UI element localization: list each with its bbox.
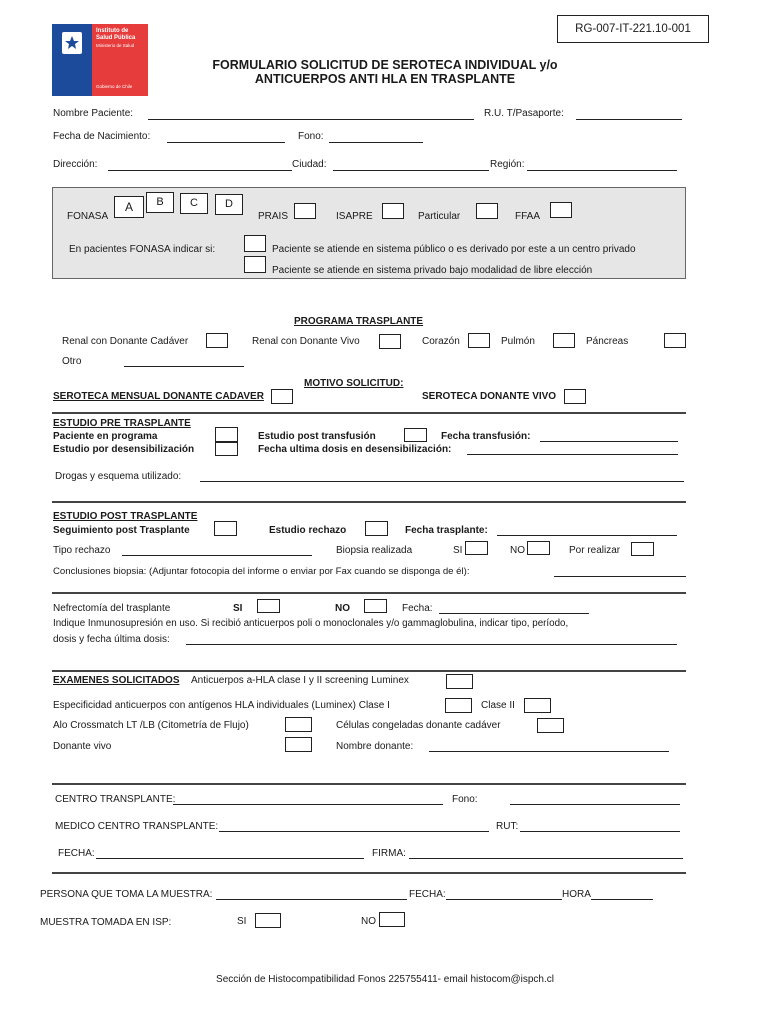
desensibilizacion-checkbox[interactable] xyxy=(215,442,238,456)
fecha-nacimiento-label: Fecha de Nacimiento: xyxy=(53,131,151,142)
otro-field[interactable] xyxy=(124,366,244,367)
medico-rut-label: RUT: xyxy=(496,821,519,832)
sistema-privado-label: Paciente se atiende en sistema privado bajo modalidad de libre elección xyxy=(272,265,593,276)
seguimiento-checkbox[interactable] xyxy=(214,521,237,536)
persona-field[interactable] xyxy=(216,899,407,900)
prais-checkbox[interactable] xyxy=(294,203,316,219)
medico-field[interactable] xyxy=(219,831,489,832)
fonasa-group-b[interactable]: B xyxy=(146,192,174,213)
divider xyxy=(52,783,686,785)
por-realizar-label: Por realizar xyxy=(569,545,621,556)
sistema-privado-checkbox[interactable] xyxy=(244,256,266,273)
fonasa-group-d[interactable]: D xyxy=(215,194,243,215)
seguimiento-label: Seguimiento post Trasplante xyxy=(53,525,190,536)
pancreas-checkbox[interactable] xyxy=(664,333,686,348)
biopsia-no-label: NO xyxy=(510,545,525,556)
ciudad-label: Ciudad: xyxy=(292,159,327,170)
centro-field[interactable] xyxy=(173,804,443,805)
clase2-label: Clase II xyxy=(481,700,515,711)
fonasa-group-a[interactable]: A xyxy=(114,196,144,218)
post-heading: ESTUDIO POST TRASPLANTE xyxy=(53,511,198,522)
hora-label: HORA xyxy=(562,889,591,900)
centro-fecha-label: FECHA: xyxy=(58,848,95,859)
divider xyxy=(52,670,686,672)
fecha-trasplante-label: Fecha trasplante: xyxy=(405,525,488,536)
crossmatch-checkbox[interactable] xyxy=(285,717,312,732)
screening-checkbox[interactable] xyxy=(446,674,473,689)
nefrectomia-si-label: SI xyxy=(233,603,243,614)
motivo-heading: MOTIVO SOLICITUD: xyxy=(304,378,404,389)
isp-logo: Instituto de Salud Pública Ministerio de Salud Gobierno de Chile xyxy=(52,24,148,96)
seroteca-cadaver-label: SEROTECA MENSUAL DONANTE CADAVER xyxy=(53,391,264,402)
nefrectomia-no-label: NO xyxy=(335,603,350,614)
coat-of-arms-icon xyxy=(58,30,86,56)
fecha-ultima-dosis-label: Fecha ultima dosis en desensibilización: xyxy=(258,444,452,455)
isapre-label: ISAPRE xyxy=(336,211,373,222)
estudio-rechazo-checkbox[interactable] xyxy=(365,521,388,536)
pre-heading: ESTUDIO PRE TRASPLANTE xyxy=(53,418,191,429)
pancreas-label: Páncreas xyxy=(586,336,629,347)
corazon-label: Corazón xyxy=(422,336,460,347)
crossmatch-label: Alo Crossmatch LT /LB (Citometría de Flujo) xyxy=(53,720,249,731)
fecha-transfusion-field[interactable] xyxy=(540,441,678,442)
pulmon-checkbox[interactable] xyxy=(553,333,575,348)
direccion-label: Dirección: xyxy=(53,159,98,170)
nefrectomia-fecha-label: Fecha: xyxy=(402,603,433,614)
ultima-dosis-label: dosis y fecha última dosis: xyxy=(53,634,170,645)
nombre-field[interactable] xyxy=(148,119,474,120)
conclusiones-field[interactable] xyxy=(554,576,686,577)
fono-field[interactable] xyxy=(329,142,423,143)
tomada-si-checkbox[interactable] xyxy=(255,913,281,928)
drogas-field[interactable] xyxy=(200,481,684,482)
divider xyxy=(52,412,686,414)
tomada-no-label: NO xyxy=(361,916,376,927)
form-title: FORMULARIO SOLICITUD DE SEROTECA INDIVIDUAL y/o ANTICUERPOS ANTI HLA EN TRASPLANTE xyxy=(212,58,558,86)
corazon-checkbox[interactable] xyxy=(468,333,490,348)
ciudad-field[interactable] xyxy=(333,170,489,171)
screening-label: Anticuerpos a-HLA clase I y II screening Luminex xyxy=(191,675,409,686)
por-realizar-checkbox[interactable] xyxy=(631,542,654,556)
biopsia-no-checkbox[interactable] xyxy=(527,541,550,555)
nombre-donante-field[interactable] xyxy=(429,751,669,752)
desensibilizacion-label: Estudio por desensibilización xyxy=(53,444,195,455)
centro-label: CENTRO TRANSPLANTE: xyxy=(55,794,176,805)
medico-rut-field[interactable] xyxy=(520,831,680,832)
ffaa-checkbox[interactable] xyxy=(550,202,572,218)
nombre-label: Nombre Paciente: xyxy=(53,108,134,119)
tomada-isp-label: MUESTRA TOMADA EN ISP: xyxy=(40,917,172,928)
nombre-donante-label: Nombre donante: xyxy=(336,741,414,752)
divider xyxy=(52,872,686,874)
tipo-rechazo-field[interactable] xyxy=(122,555,312,556)
sistema-publico-checkbox[interactable] xyxy=(244,235,266,252)
muestra-fecha-label: FECHA: xyxy=(409,889,446,900)
drogas-label: Drogas y esquema utilizado: xyxy=(55,471,182,482)
examenes-heading: EXAMENES SOLICITADOS xyxy=(53,675,180,686)
biopsia-si-checkbox[interactable] xyxy=(465,541,488,555)
biopsia-label: Biopsia realizada xyxy=(336,545,413,556)
donante-vivo-label: Donante vivo xyxy=(53,741,112,752)
renal-cadaver-label: Renal con Donante Cadáver xyxy=(62,336,189,347)
biopsia-si-label: SI xyxy=(453,545,463,556)
fecha-trasplante-field[interactable] xyxy=(497,535,677,536)
fonasa-group-c[interactable]: C xyxy=(180,193,208,214)
fonasa-indicar-label: En pacientes FONASA indicar si: xyxy=(69,244,216,255)
direccion-field[interactable] xyxy=(108,170,292,171)
rut-label: R.U. T/Pasaporte: xyxy=(484,108,564,119)
centro-fono-label: Fono: xyxy=(452,794,478,805)
particular-label: Particular xyxy=(418,211,461,222)
pulmon-label: Pulmón xyxy=(501,336,535,347)
conclusiones-label: Conclusiones biopsia: (Adjuntar fotocopia del informe o enviar por Fax cuando se disponga de él): xyxy=(53,566,470,577)
hora-field[interactable] xyxy=(591,899,653,900)
centro-fono-field[interactable] xyxy=(510,804,680,805)
otro-label: Otro xyxy=(62,356,82,367)
celulas-label: Células congeladas donante cadáver xyxy=(336,720,501,731)
especificidad-label: Especificidad anticuerpos con antígenos HLA individuales (Luminex) Clase I xyxy=(53,700,390,711)
fecha-ultima-dosis-field[interactable] xyxy=(467,454,678,455)
ffaa-label: FFAA xyxy=(515,211,541,222)
medico-label: MEDICO CENTRO TRANSPLANTE: xyxy=(55,821,219,832)
seroteca-cadaver-checkbox[interactable] xyxy=(271,389,293,404)
inmunosupresion-label: Indique Inmunosupresión en uso. Si recibió anticuerpos poli o monoclonales y/o gammaglobulina, indicar tipo, período, xyxy=(53,618,569,629)
particular-checkbox[interactable] xyxy=(476,203,498,219)
clase1-checkbox[interactable] xyxy=(445,698,472,713)
fonasa-label: FONASA xyxy=(67,211,109,222)
footer-contact: Sección de Histocompatibilidad Fonos 225755411- email histocom@ispch.cl xyxy=(216,974,554,985)
nefrectomia-no-checkbox[interactable] xyxy=(364,599,387,613)
muestra-fecha-field[interactable] xyxy=(446,899,562,900)
renal-vivo-label: Renal con Donante Vivo xyxy=(252,336,360,347)
seroteca-vivo-checkbox[interactable] xyxy=(564,389,586,404)
paciente-programa-checkbox[interactable] xyxy=(215,427,238,442)
fono-label: Fono: xyxy=(298,131,324,142)
fecha-transfusion-label: Fecha transfusión: xyxy=(441,431,531,442)
region-label: Región: xyxy=(490,159,525,170)
seroteca-vivo-label: SEROTECA DONANTE VIVO xyxy=(422,391,557,402)
tomada-si-label: SI xyxy=(237,916,247,927)
centro-fecha-field[interactable] xyxy=(96,858,364,859)
region-field[interactable] xyxy=(527,170,677,171)
tomada-no-checkbox[interactable] xyxy=(379,912,405,927)
renal-cadaver-checkbox[interactable] xyxy=(206,333,228,348)
tipo-rechazo-label: Tipo rechazo xyxy=(53,545,111,556)
nefrectomia-label: Nefrectomía del trasplante xyxy=(53,603,171,614)
firma-label: FIRMA: xyxy=(372,848,406,859)
divider xyxy=(52,501,686,503)
sistema-publico-label: Paciente se atiende en sistema público o es derivado por este a un centro privado xyxy=(272,244,636,255)
celulas-checkbox[interactable] xyxy=(537,718,564,733)
renal-vivo-checkbox[interactable] xyxy=(379,334,401,349)
post-transfusion-label: Estudio post transfusión xyxy=(258,431,376,442)
form-code: RG-007-IT-221.10-001 xyxy=(557,15,709,43)
post-transfusion-checkbox[interactable] xyxy=(404,428,427,442)
prais-label: PRAIS xyxy=(258,211,289,222)
rut-field[interactable] xyxy=(576,119,682,120)
firma-field[interactable] xyxy=(409,858,683,859)
isapre-checkbox[interactable] xyxy=(382,203,404,219)
nefrectomia-si-checkbox[interactable] xyxy=(257,599,280,613)
paciente-programa-label: Paciente en programa xyxy=(53,431,158,442)
divider xyxy=(52,592,686,594)
clase2-checkbox[interactable] xyxy=(524,698,551,713)
estudio-rechazo-label: Estudio rechazo xyxy=(269,525,347,536)
programa-heading: PROGRAMA TRASPLANTE xyxy=(294,316,424,327)
nefrectomia-fecha-field[interactable] xyxy=(439,613,589,614)
inmunosupresion-field[interactable] xyxy=(186,644,677,645)
donante-vivo-checkbox[interactable] xyxy=(285,737,312,752)
fecha-nacimiento-field[interactable] xyxy=(167,142,285,143)
persona-label: PERSONA QUE TOMA LA MUESTRA: xyxy=(40,889,213,900)
